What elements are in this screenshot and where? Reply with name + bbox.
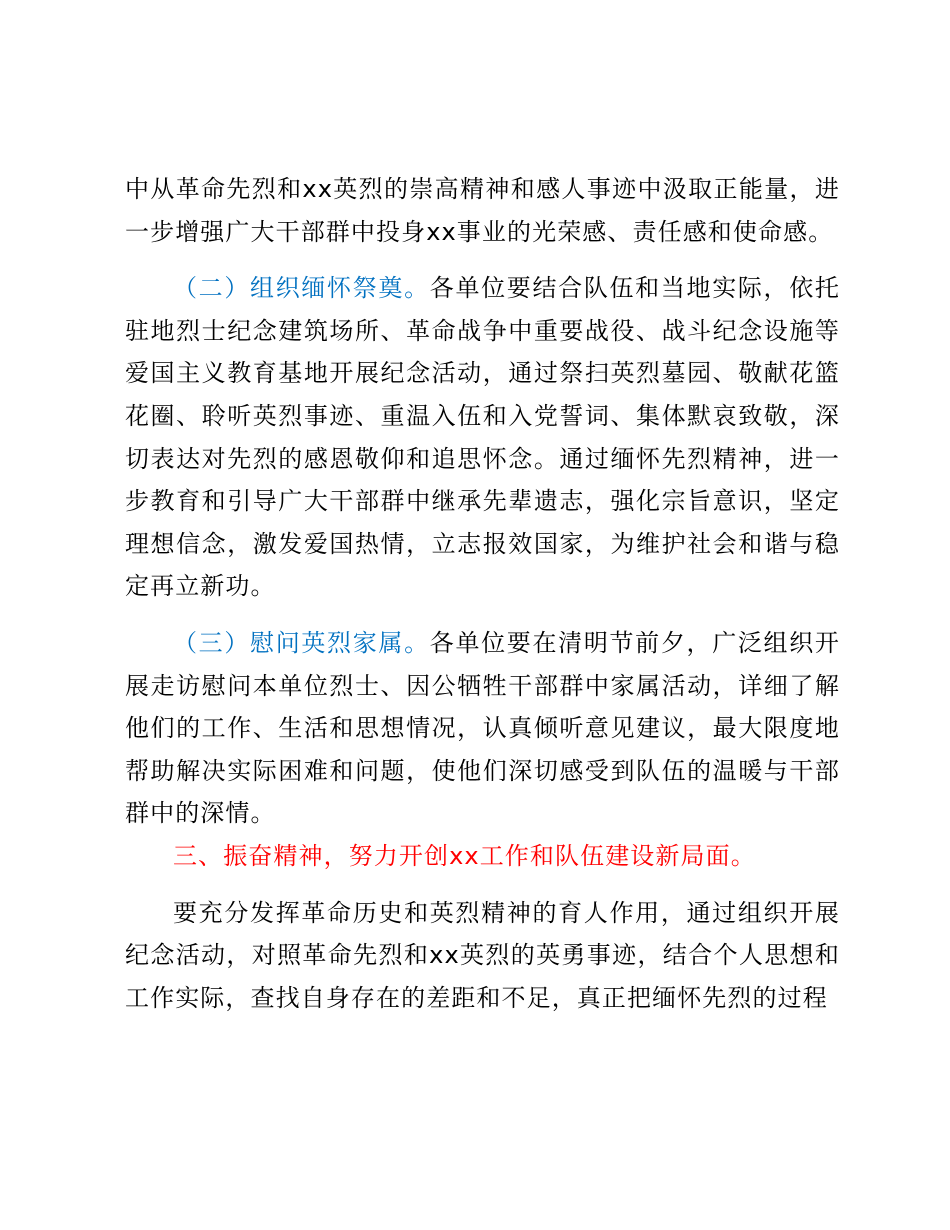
paragraph-text: 各单位要结合队伍和当地实际，依托驻地烈士纪念建筑场所、革命战争中重要战役、战斗纪念设施等爱国主义教育基地开展纪念活动，通过祭扫英烈墓园、敬献花篮花圈、聆听英烈事迹、重温入伍和入党誓词、集体默哀致敬，深切表达对先烈的感恩敬仰和追思怀念。通过缅怀先烈精神，进一步教育和引导广大干部群中继承先辈遗志，强化宗旨意识，坚定理想信念，激发爱国热情，立志报效国家，为维护社会和谐与稳定再立新功。 [125, 274, 840, 601]
paragraph-text: 各单位要在清明节前夕，广泛组织开展走访慰问本单位烈士、因公牺牲干部群中家属活动，详细了解他们的工作、生活和思想情况，认真倾听意见建议，最大限度地帮助解决实际困难和问题，使他们深切感受到队伍的温暖与干部群中的深情。 [125, 628, 840, 828]
subheading-memorial: （二）组织缅怀祭奠。 [173, 274, 430, 303]
paragraph-educational-role [125, 892, 840, 1020]
paragraph-text: 要充分发挥革命历史和英烈精神的育人作用，通过组织开展纪念活动，对照革命先烈和xx英烈的英勇事迹，结合个人思想和工作实际，查找自身存在的差距和不足，真正把缅怀先烈的过程 [125, 898, 840, 1012]
subheading-family-visits: （三）慰问英烈家属。 [173, 628, 430, 657]
document-body [125, 168, 840, 1019]
paragraph-continuation [125, 168, 840, 253]
paragraph-family-visits [125, 622, 840, 835]
section-heading-three: 三、振奋精神，努力开创xx工作和队伍建设新局面。 [173, 841, 756, 870]
paragraph-text: 中从革命先烈和xx英烈的崇高精神和感人事迹中汲取正能量，进一步增强广大干部群中投身xx事业的光荣感、责任感和使命感。 [125, 175, 840, 246]
paragraph-memorial-activities [125, 267, 840, 608]
